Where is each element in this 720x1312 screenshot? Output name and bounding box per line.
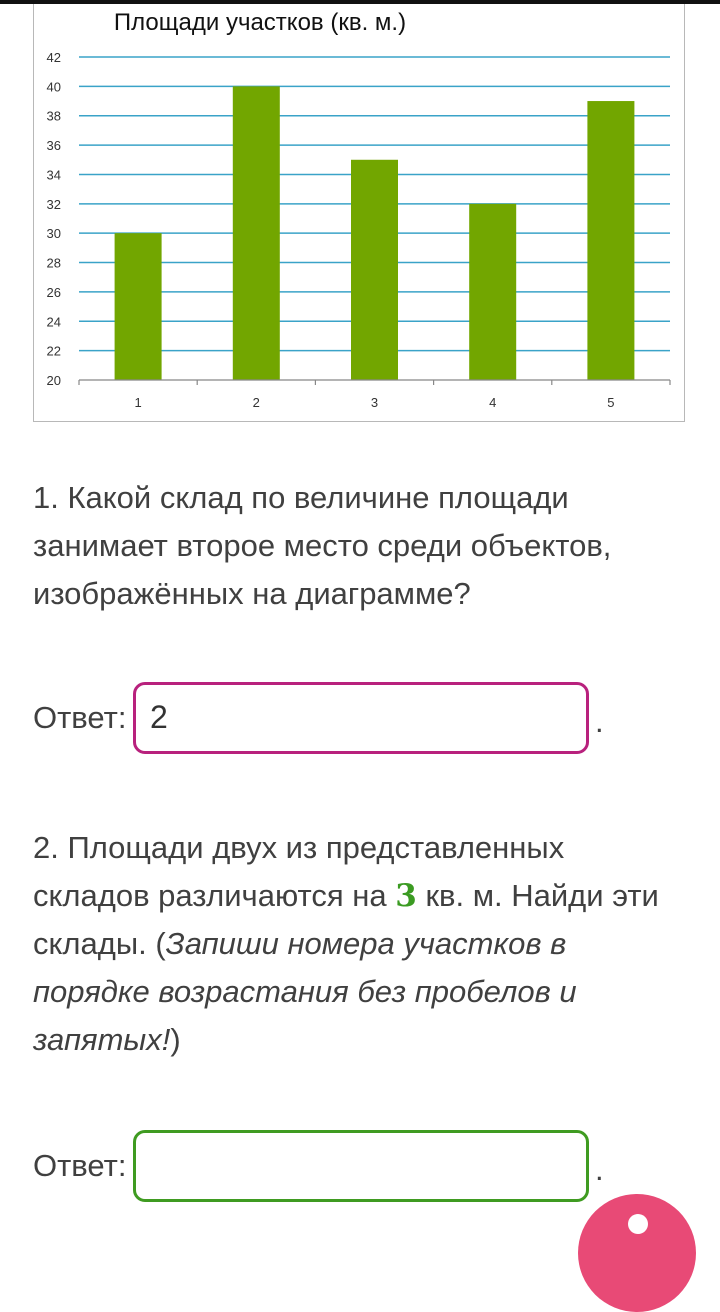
answer-1-value: 2 <box>150 699 168 735</box>
question-2-number: 3 <box>395 878 417 914</box>
y-tick-label: 22 <box>46 343 61 359</box>
answer-1-period: . <box>595 704 604 739</box>
y-tick-label: 26 <box>46 284 61 300</box>
y-tick-label: 36 <box>46 138 61 154</box>
y-tick-label: 30 <box>46 226 61 242</box>
y-tick-label: 42 <box>46 50 61 65</box>
y-tick-label: 34 <box>46 167 61 183</box>
bar-chart <box>34 4 686 422</box>
y-tick-label: 28 <box>46 255 61 271</box>
question-2 <box>33 824 683 1064</box>
answer-1-input[interactable] <box>133 682 589 754</box>
x-tick-label: 3 <box>370 395 379 410</box>
question-1-text: 1. Какой склад по величине площади занимает второе место среди объектов, изображённых на диаграмме? <box>33 480 612 611</box>
bar <box>587 101 634 380</box>
x-tick-label: 4 <box>489 395 497 410</box>
x-tick-label: 1 <box>134 395 142 410</box>
question-2-text-b: кв. м. Найди эти склады. ( <box>33 878 659 961</box>
floating-action-button[interactable] <box>578 1194 696 1312</box>
chart-title: Площади участков (кв. м.) <box>113 9 407 36</box>
y-tick-label: 32 <box>46 196 61 212</box>
bar <box>233 86 280 380</box>
x-tick-label: 5 <box>607 395 615 410</box>
y-tick-label: 40 <box>46 79 61 95</box>
x-tick-label: 2 <box>252 395 260 410</box>
y-tick-label: 38 <box>46 108 61 124</box>
answer-2-label: Ответ: <box>33 1148 127 1183</box>
bell-icon <box>628 1214 648 1234</box>
y-tick-label: 24 <box>46 314 61 330</box>
question-2-text-c: ) <box>170 1022 181 1057</box>
bar <box>115 233 162 380</box>
question-2-instruction: Запиши номера участков в порядке возрастания без пробелов и запятых! <box>33 926 577 1057</box>
bar <box>469 204 516 380</box>
answer-2-period: . <box>595 1152 604 1187</box>
question-2-text-a: 2. Площади двух из представленных складов различаются на <box>33 830 565 913</box>
y-tick-label: 20 <box>46 373 61 388</box>
question-1 <box>33 474 683 618</box>
answer-2-input[interactable] <box>133 1130 589 1202</box>
answer-1-label: Ответ: <box>33 700 127 735</box>
chart-container <box>33 4 685 422</box>
bar <box>351 160 398 380</box>
